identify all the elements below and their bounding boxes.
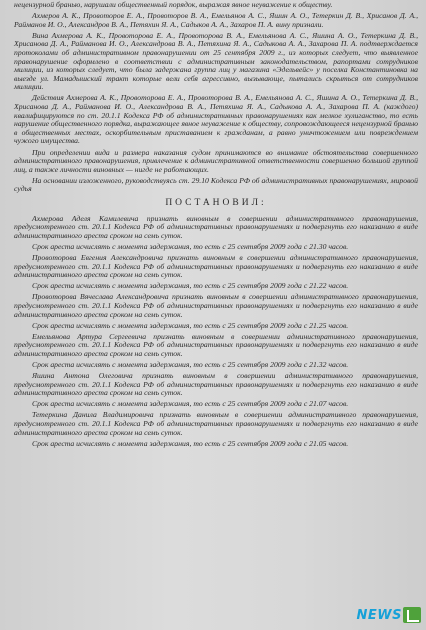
- ruling-paragraph: Срок ареста исчислять с момента задержания, то есть с 25 сентября 2009 года с 21.30 часов.: [32, 241, 349, 251]
- news-watermark-logo: [357, 605, 421, 625]
- ruling-paragraph: Провоторова Евгения Александровича признать виновным в совершении административного правонарушения, предусмотренного ст. 20.1.1 Кодекса РФ об административных правонарушениях и подвергнуть его наказанию в виде административного ареста сроком на семь суток.: [14, 252, 418, 280]
- ruling-paragraph: Тетеркина Данила Владимировича признать виновным в совершении административного правонарушения, предусмотренного ст. 20.1.1 Кодекса РФ об административных правонарушениях и подвергнуть его наказанию в виде административного ареста сроком на семь суток.: [14, 410, 418, 437]
- body-paragraph: Вина Ахмерова А. К., Провоторова Е. А., Провоторова В. А., Емельянова А. С., Яшина А. О., Тетеркина Д. В., Хрисанова Д. А., Райманова И. О., Александрова В. А., Петяхина Я. А., Садыкова А. А., Захарова П. А. подтверждается протоколами об административном правонарушении от 25 сентября 2009 г., из которых следует, что выявленное правонарушение оформлено в соответствии с административным законодательством, рапортами сотрудников милиции, из которых следует, что была задержана группа лиц у магазина «Эдельвейс» у поселка Константиновка на выезде ул. Мамадышский тракт которые вели себя агрессивно, вызывающе, пытались скрыться от сотрудников милиции.: [14, 30, 418, 92]
- ruling-paragraph: Яшина Антона Олеговича признать виновным в совершении административного правонарушения, предусмотренного ст. 20.1.1 Кодекса РФ об административных правонарушениях и подвергнуть его наказанию в виде административного ареста сроком на семь суток.: [14, 371, 418, 398]
- ruling-heading: ПОСТАНОВИЛ:: [165, 197, 267, 208]
- ruling-paragraph: Емельянова Артура Сергеевича признать виновным в совершении административного правонарушения, предусмотренного ст. 20.1.1 Кодекса РФ об административных правонарушениях и подвергнуть его наказанию в виде административного ареста сроком на семь суток.: [14, 331, 418, 358]
- ruling-paragraph: Провоторова Вячеслава Александровича признать виновным в совершении административного правонарушения, предусмотренного ст. 20.1.1 Кодекса РФ об административных правонарушениях и подвергнуть его наказанию в виде административного ареста сроком на семь суток.: [14, 292, 418, 319]
- document-text-after: [14, 215, 418, 449]
- body-paragraph: Действия Ахмерова А. К., Провоторова Е. А., Провоторова В. А., Емельянова А. С., Яшина А. О., Тетеркина Д. В., Хрисанова Д. А., Райманова И. О., Александрова В. А., Петяхина Я. А., Садыкова А. А., Захарова П. А. (каждого) квалифицируются по ст. 20.1.1 Кодекса РФ об административных правонарушениях как мелкое хулиганство, то есть нарушение общественного порядка, выражающее явное неуважение к обществу, сопровождающееся нецензурной бранью в общественных местах, оскорбительным приставанием к гражданам, а равно уничтожением или повреждением чужого имущества.: [14, 93, 418, 146]
- ruling-paragraph: Срок ареста исчислять с момента задержания, то есть с 25 сентября 2009 года с 21.07 часов.: [32, 399, 349, 409]
- body-paragraph: На основании изложенного, руководствуясь ст. 29.10 Кодекса РФ об административных правонарушениях, мировой судья: [14, 175, 418, 194]
- body-paragraph: Ахмеров А. К., Провоторов Е. А., Провоторов В. А., Емельянов А. С., Яшин А. О., Тетеркин Д. В., Хрисанов Д. А., Райманов И. О., Александров В. А., Петяхин Я. А., Садыков А. А., Захаров П. А. вину признали.: [14, 11, 418, 29]
- ruling-paragraph: Срок ареста исчислять с момента задержания, то есть с 25 сентября 2009 года с 21.05 часов.: [32, 438, 349, 448]
- body-paragraph: При определении вида и размера наказания судом принимаются во внимание обстоятельства совершенного административного правонарушения, привлечение к административной ответственности совершенно большой группой лиц, а также личности виновных — нигде не работающих.: [14, 147, 418, 174]
- ruling-paragraph: Срок ареста исчислять с момента задержания, то есть с 25 сентября 2009 года с 21.25 часов.: [32, 320, 349, 330]
- news-logo-text: NEWS: [356, 607, 402, 623]
- checkmark-icon: [403, 607, 421, 623]
- document-text-before: [14, 1, 418, 194]
- ruling-paragraph: Срок ареста исчислять с момента задержания, то есть с 25 сентября 2009 года с 21.32 часов.: [32, 359, 349, 369]
- ruling-paragraph: Ахмерова Аделя Камилевича признать виновным в совершении административного правонарушения, предусмотренного ст. 20.1.1 Кодекса РФ об административных правонарушениях и подвергнуть его наказанию в виде административного ареста сроком на семь суток.: [14, 213, 418, 240]
- body-paragraph: нецензурной бранью, нарушали общественный порядок, выражая явное неуважение к обществу.: [14, 0, 333, 9]
- ruling-paragraph: Срок ареста исчислять с момента задержания, то есть с 25 сентября 2009 года с 21.22 часов.: [32, 281, 349, 291]
